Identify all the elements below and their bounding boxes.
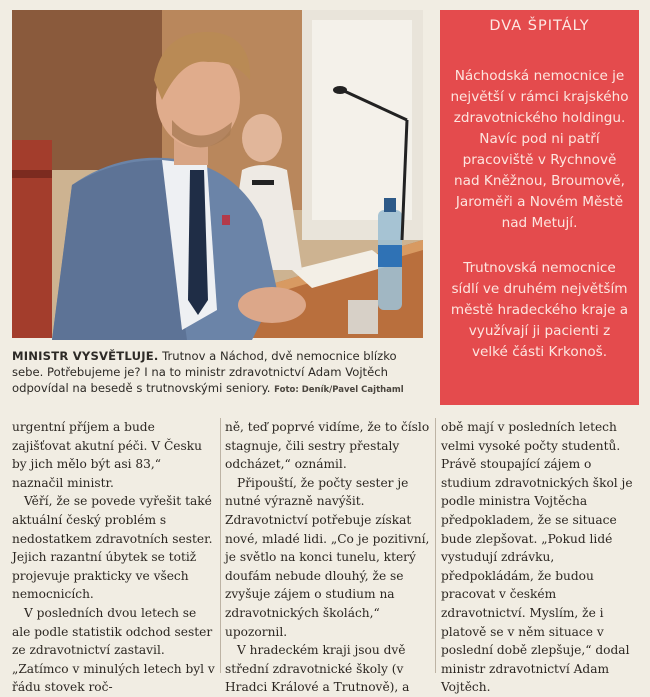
article-paragraph: obě mají v posledních letech velmi vysoké počty studentů. Právě stoupající zájem o studium zdravotnických škol je podle ministra Vojtěcha předpokladem, že se situace bude zlepšovat. „Pokud lidé vystudují zdrávku, předpokládám, že budou pracovat v českém zdravotnictví. Myslím, že i platově se v něm situace v poslední době zlepšuje,“ dodal ministr zdravotnictví Adam Vojtěch. (441, 420, 633, 695)
news-photo (12, 10, 423, 338)
photo-credit: Foto: Deník/Pavel Cajthaml (274, 385, 404, 395)
article-paragraph: V posledních dvou letech se ale podle statistik odchod sester ze zdravotnictví zastavil. „Zatímco v minulých letech byl v řádu stovek roč- (12, 605, 215, 695)
sidebar-box (440, 10, 639, 405)
article-column-2 (225, 418, 430, 695)
article-paragraph: ně, teď poprvé vidíme, že to číslo stagnuje, čili sestry přestaly odcházet,“ oznámil. (225, 420, 430, 472)
article-paragraph: urgentní příjem a bude zajišťovat akutní péči. V Česku by jich mělo být asi 83,“ naznačil ministr. (12, 420, 202, 490)
article-paragraph: V hradeckém kraji jsou dvě střední zdravotnické školy (v Hradci Králové a Trutnově), a (225, 643, 410, 695)
sidebar-title: DVA ŠPITÁLY (489, 18, 590, 34)
photo-caption (12, 348, 423, 398)
column-divider (220, 418, 221, 673)
sidebar-paragraph-trutnov: Trutnovská nemocnice sídlí ve druhém největším městě hradeckého kraje a využívají ji pacienti z velké části Krkonoš. (450, 260, 629, 360)
article-column-1 (12, 418, 216, 695)
caption-lead: MINISTR VYSVĚTLUJE. (12, 349, 159, 363)
article-column-3 (441, 418, 639, 695)
article-paragraph: Věří, že se povede vyřešit také aktuální český problém s nedostatkem zdravotních sester. Jejich razantní úbytek se totiž projevuje prakticky ve všech nemocnicích. (12, 494, 213, 602)
article-paragraph: Připouští, že počty sester je nutné výrazně navýšit. Zdravotnictví potřebuje získat nové, mladé lidi. „Co je pozitivní, je světlo na konci tunelu, který doufám nebude dlouhý, že se zvyšuje zájem o studium na zdravotnických školách,“ upozornil. (225, 475, 430, 639)
portrait-photo-icon (12, 10, 423, 338)
sidebar-paragraph-nachod: Náchodská nemocnice je největší v rámci krajského zdravotnického holdingu. Navíc pod ni patří pracoviště v Rychnově nad Kněžnou, Broumově, Jaroměři a Novém Městě nad Metují. (450, 68, 629, 231)
column-divider (435, 418, 436, 673)
caption-text: Trutnov a Náchod, dvě nemocnice blízko sebe. Potřebujeme je? I na to ministr zdravotnictví Adam Vojtěch odpovídal na besedě s trutnovskými seniory. (12, 349, 397, 395)
